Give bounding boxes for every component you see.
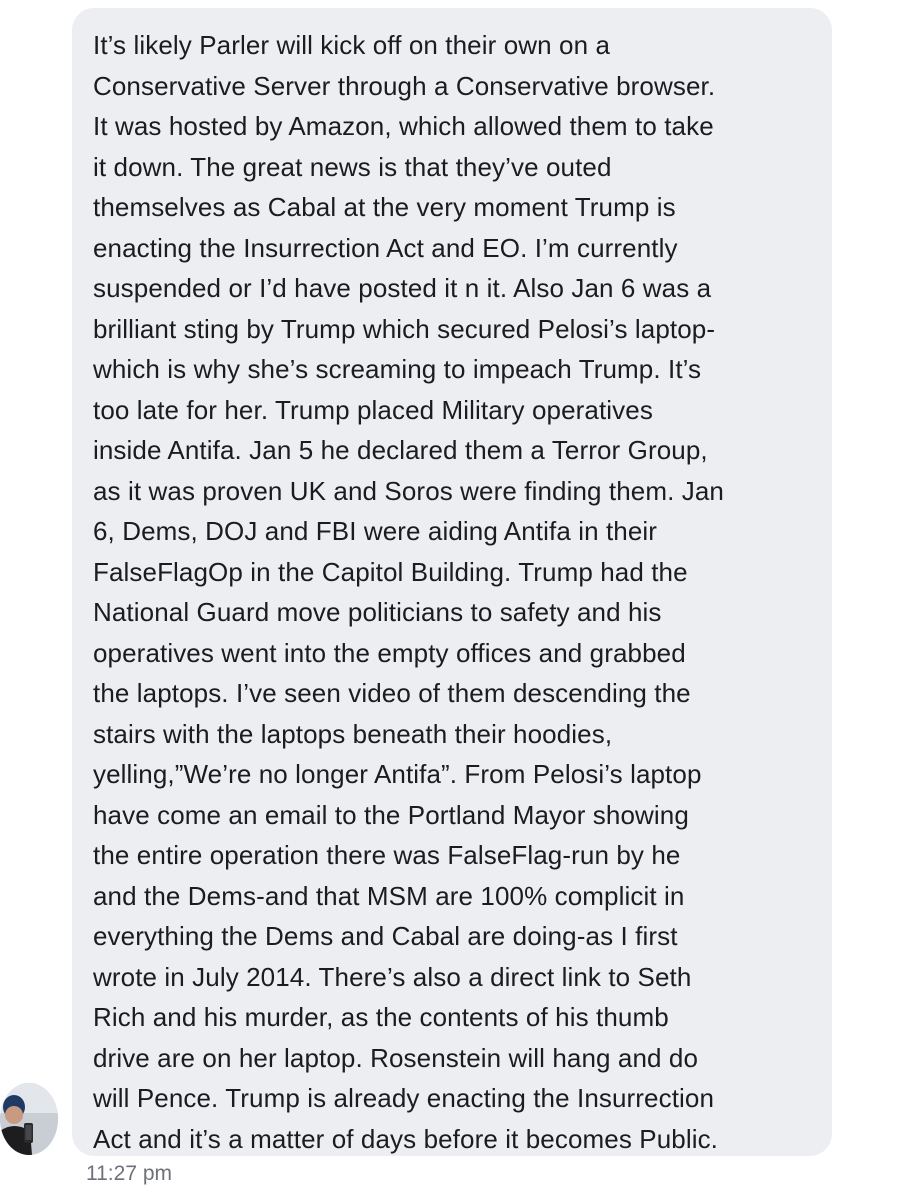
message-line: suspended or I’d have posted it n it. Also Jan 6 was a	[93, 273, 712, 303]
message-line: will Pence. Trump is already enacting the Insurrection	[93, 1083, 715, 1113]
message-line: everything the Dems and Cabal are doing-as I first	[93, 921, 678, 951]
message-line: FalseFlagOp in the Capitol Building. Trump had the	[93, 556, 688, 587]
message-line: yelling,”We’re no longer Antifa”. From Pelosi’s laptop	[93, 759, 702, 789]
message-line: and the Dems-and that MSM are 100% complicit in	[93, 880, 685, 911]
avatar-photo-icon	[0, 1083, 58, 1155]
message-line: drive are on her laptop. Rosenstein will hang and do	[93, 1042, 699, 1073]
message-line: operatives went into the empty offices and grabbed	[93, 637, 686, 668]
message-line: inside Antifa. Jan 5 he declared them a Terror Group,	[93, 435, 708, 465]
message-line: as it was proven UK and Soros were finding them. Jan	[93, 475, 724, 506]
message-line: wrote in July 2014. There’s also a direct link to Seth	[93, 961, 692, 992]
message-line: it down. The great news is that they’ve outed	[93, 151, 612, 182]
message-timestamp: 11:27 pm	[86, 1162, 172, 1185]
message-line: stairs with the laptops beneath their hoodies,	[93, 718, 613, 749]
message-line: 6, Dems, DOJ and FBI were aiding Antifa in their	[93, 516, 658, 546]
message-line: brilliant sting by Trump which secured Pelosi’s laptop-	[93, 313, 716, 344]
message-line: too late for her. Trump placed Military operatives	[93, 394, 653, 425]
message-bubble[interactable]	[72, 8, 832, 1156]
message-line: enacting the Insurrection Act and EO. I’m currently	[93, 232, 678, 263]
message-line: It’s likely Parler will kick off on their own on a	[93, 30, 611, 60]
message-line: Rich and his murder, as the contents of his thumb	[93, 1002, 669, 1032]
message-line: which is why she’s screaming to impeach Trump. It’s	[93, 354, 702, 384]
sender-avatar[interactable]	[0, 1083, 58, 1155]
message-line: the entire operation there was FalseFlag-run by he	[93, 840, 681, 870]
message-line: themselves as Cabal at the very moment Trump is	[93, 192, 676, 222]
message-line: the laptops. I’ve seen video of them descending the	[93, 678, 691, 708]
message-line: Act and it’s a matter of days before it becomes Public.	[93, 1123, 718, 1154]
message-line: Conservative Server through a Conservative browser.	[93, 70, 716, 101]
message-line: National Guard move politicians to safety and his	[93, 597, 662, 627]
message-line: have come an email to the Portland Mayor showing	[93, 799, 689, 830]
message-line: It was hosted by Amazon, which allowed them to take	[93, 111, 714, 141]
